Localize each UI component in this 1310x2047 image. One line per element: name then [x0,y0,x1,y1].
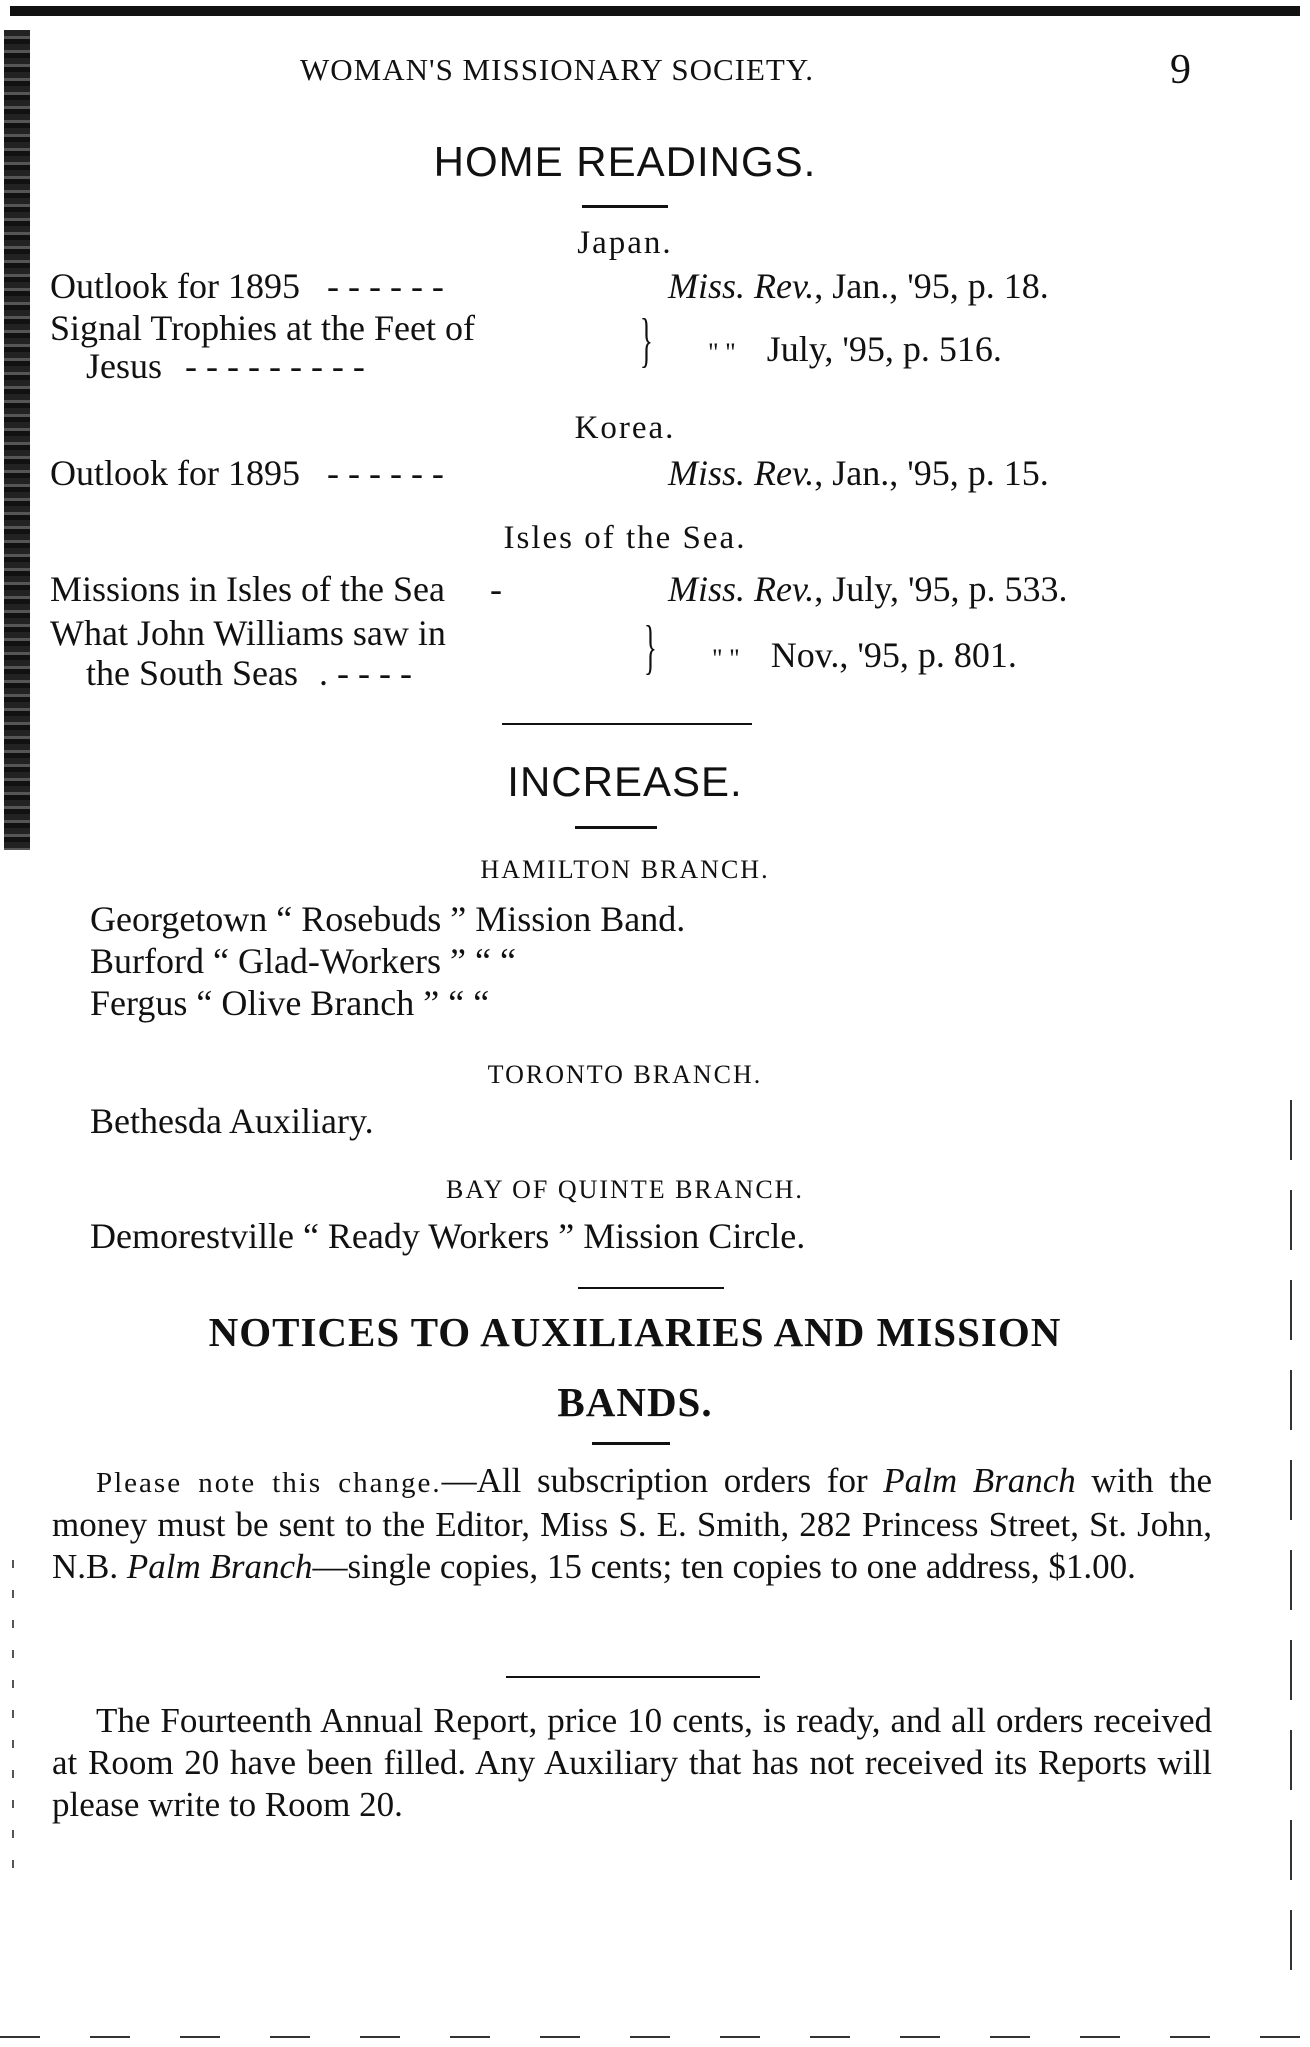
heading-rule [575,826,657,829]
reading-reference [712,634,1017,676]
notice-paragraph-subscriptions [52,1460,1212,1588]
right-edge-scan-line [1290,1100,1292,1980]
branch-toronto: TORONTO BRANCH. [487,1060,763,1089]
reference-date: , Jan., '95, p. 18. [814,266,1049,306]
reference-source: Miss. Rev. [668,569,815,609]
reading-item [50,452,444,494]
leader-dots: - [489,569,502,609]
right-brace: } [639,307,653,373]
increase-entry: Bethesda Auxiliary. [90,1101,374,1141]
top-border [10,6,1300,16]
notice-text: The Fourteenth Annual Report, price 10 cents, is ready, and all orders received at Room 20 have been filled. Any Auxiliary that has not received its Reports will please write to Room 20. [52,1701,1212,1824]
home-readings-heading: HOME READINGS. [433,138,817,185]
increase-entry: Georgetown “ Rosebuds ” Mission Band. [90,899,686,939]
reading-item [50,568,502,610]
reference-source: Miss. Rev. [668,453,815,493]
notices-heading-line2: BANDS. [557,1379,713,1425]
reading-item-continued [86,652,412,694]
ditto-marks: " " [712,644,740,673]
reading-reference [668,452,1049,494]
reading-title-continued: Jesus [86,346,163,386]
section-isles-of-the-sea: Isles of the Sea. [503,520,747,556]
reading-reference [668,568,1067,610]
increase-entry: Burford “ Glad-Workers ” “ “ [90,941,516,981]
reading-item [50,612,446,654]
reading-title: Signal Trophies at the Feet of [50,308,475,348]
page-number: 9 [1170,47,1191,93]
leader-dots: - - - - - - [326,453,444,493]
publication-name: Palm Branch [126,1547,313,1586]
bottom-edge-scan-line [0,2036,1310,2038]
right-brace: } [643,614,657,680]
increase-heading: INCREASE. [507,758,743,805]
section-divider [502,723,752,725]
reading-item [50,265,444,307]
heading-rule [592,1442,670,1445]
leader-dots: - - - - - - [326,266,444,306]
running-head-title: WOMAN'S MISSIONARY SOCIETY. [300,52,815,87]
reading-title: What John Williams saw in [50,613,446,653]
notice-text: —All subscription orders for [441,1461,884,1500]
section-divider [506,1676,760,1678]
leader-dots: - - - - - - - - - [185,346,365,386]
reference-date: Nov., '95, p. 801. [770,635,1017,675]
reference-date: , July, '95, p. 533. [814,569,1068,609]
reading-title: Outlook for 1895 [50,266,300,306]
reading-item [50,307,475,349]
notices-heading-line1: NOTICES TO AUXILIARIES AND MISSION [208,1309,1062,1355]
reference-source: Miss. Rev. [668,266,815,306]
publication-name: Palm Branch [883,1461,1076,1500]
leader-dots: . - - - - [319,653,412,693]
reading-title: Missions in Isles of the Sea [50,569,445,609]
reference-date: July, '95, p. 516. [766,329,1002,369]
ditto-marks: " " [708,338,736,367]
increase-entry: Demorestville “ Ready Workers ” Mission Circle. [90,1216,806,1256]
reading-title-continued: the South Seas [86,653,298,693]
increase-entry: Fergus “ Olive Branch ” “ “ [90,983,490,1023]
notice-text: with the money must be sent to the Editor, Miss S. E. Smith, 282 Princess Street, St. John, N.B. [52,1461,1213,1586]
branch-bay-of-quinte: BAY OF QUINTE BRANCH. [446,1175,804,1204]
notice-text: —single copies, 15 cents; ten copies to one address, $1.00. [312,1547,1136,1586]
section-japan: Japan. [577,225,673,261]
notice-paragraph-annual-report [52,1700,1212,1826]
section-divider [578,1287,724,1289]
reading-item-continued [86,345,365,387]
reading-reference [668,265,1049,307]
reference-date: , Jan., '95, p. 15. [814,453,1049,493]
reading-title: Outlook for 1895 [50,453,300,493]
section-korea: Korea. [574,410,676,446]
notice-lead: Please note this change. [96,1467,442,1499]
heading-rule [582,205,668,208]
branch-hamilton: HAMILTON BRANCH. [480,855,770,884]
left-edge-scan-dashes [12,1560,14,1880]
reading-reference [708,328,1002,370]
